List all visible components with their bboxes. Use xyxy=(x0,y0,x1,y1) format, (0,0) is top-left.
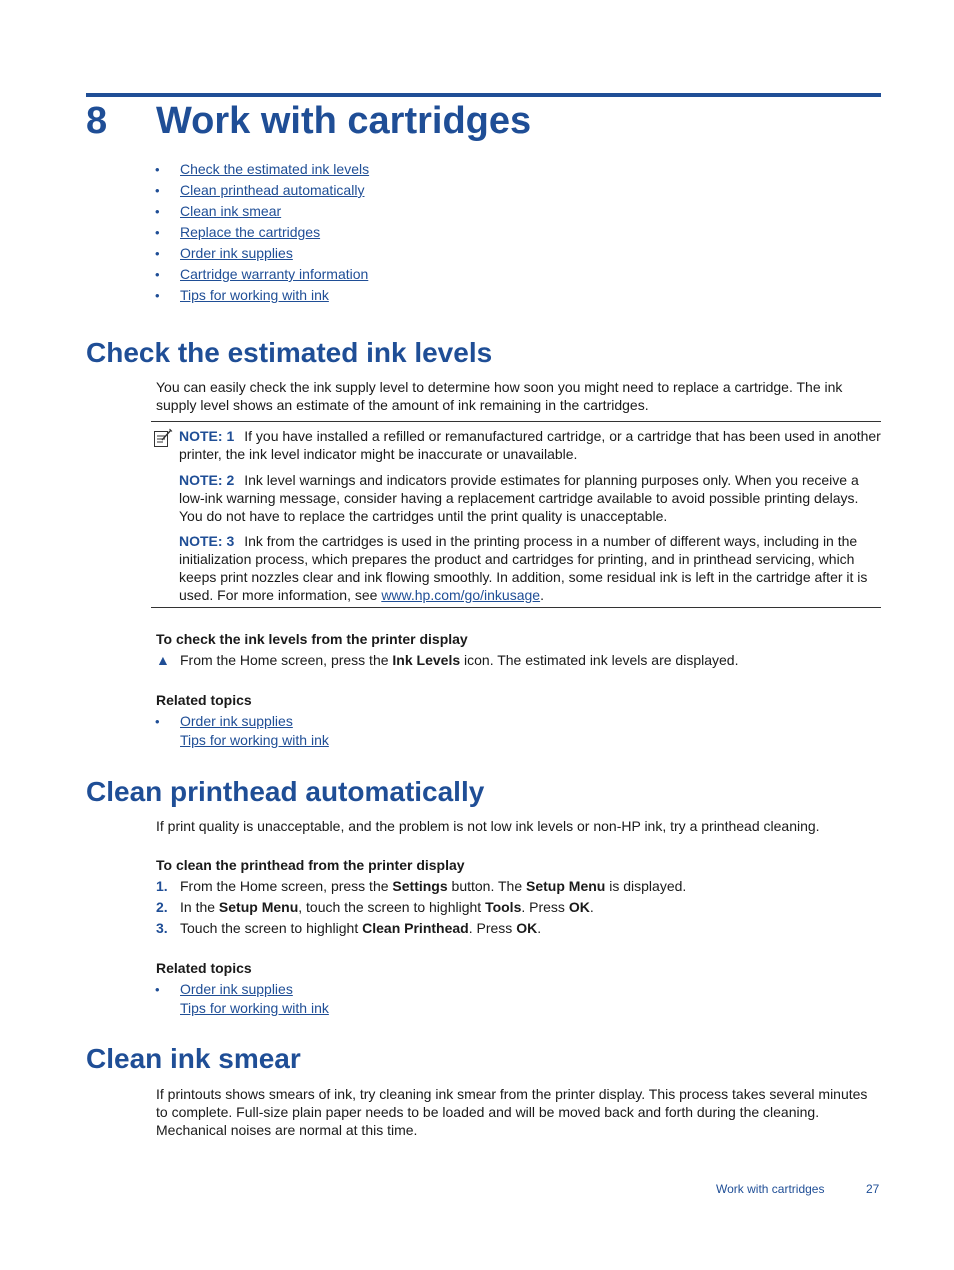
note-label: NOTE: 3 xyxy=(179,533,235,549)
related-item xyxy=(155,999,329,1018)
note-1 xyxy=(179,427,881,463)
bullet-icon: • xyxy=(155,204,160,219)
related-item xyxy=(155,712,329,731)
toc-item xyxy=(155,243,655,264)
step-2 xyxy=(156,897,882,918)
related-link[interactable]: Tips for working with ink xyxy=(180,732,329,748)
step-1 xyxy=(156,876,882,897)
toc-item xyxy=(155,285,655,306)
clean-printhead-intro: If print quality is unacceptable, and the problem is not low ink levels or non-HP ink, try a printhead cleaning. xyxy=(156,818,820,834)
note-label: NOTE: 2 xyxy=(179,472,235,488)
section-heading-ink-levels: Check the estimated ink levels xyxy=(86,337,493,368)
step-text: In the Setup Menu, touch the screen to highlight Tools. Press OK. xyxy=(180,899,594,915)
note-text: Ink from the cartridges is used in the printing process in a number of different ways, including in the initialization process, which prepares the product and cartridges for printing, and in printhead servicing, which keeps print nozzles clear and ink flowing smoothly. In addition, some residual ink is left in the cartridge after it is used. For more information, see xyxy=(179,533,868,603)
related-topics-heading: Related topics xyxy=(156,692,252,708)
chapter-number: 8 xyxy=(86,100,108,142)
step-text: From the Home screen, press the Settings button. The Setup Menu is displayed. xyxy=(180,878,687,894)
chapter-title: Work with cartridges xyxy=(156,100,532,142)
note-bottom-rule xyxy=(151,607,881,608)
section-heading-clean-ink-smear: Clean ink smear xyxy=(86,1043,301,1074)
bullet-icon: • xyxy=(155,267,160,282)
section-heading-clean-printhead: Clean printhead automatically xyxy=(86,776,485,807)
toc-link[interactable]: Order ink supplies xyxy=(180,245,293,261)
step-text: From the Home screen, press the Ink Levels icon. The estimated ink levels are displayed. xyxy=(180,652,739,668)
inkusage-link[interactable]: www.hp.com/go/inkusage xyxy=(381,587,541,603)
chapter-top-rule xyxy=(86,93,881,97)
procedure-heading: To clean the printhead from the printer display xyxy=(156,857,465,873)
procedure-heading: To check the ink levels from the printer display xyxy=(156,631,468,647)
note-top-rule xyxy=(151,421,881,422)
toc-item xyxy=(155,264,655,285)
related-link[interactable]: Tips for working with ink xyxy=(180,1000,329,1016)
toc-item xyxy=(155,159,655,180)
toc-link[interactable]: Cartridge warranty information xyxy=(180,266,369,282)
note-label: NOTE: 1 xyxy=(179,428,235,444)
procedure-step xyxy=(156,650,882,671)
bullet-icon: • xyxy=(155,225,160,240)
triangle-icon: ▲ xyxy=(156,652,170,668)
note-text: Ink level warnings and indicators provide estimates for planning purposes only. When you receive a low-ink warning message, consider having a replacement cartridge available to avoid possible printing delays. You do not have to replace the cartridges until the print quality is unacceptable. xyxy=(179,472,859,524)
note-text: If you have installed a refilled or remanufactured cartridge, or a cartridge that has been used in another printer, the ink level indicator might be inaccurate or unavailable. xyxy=(179,428,881,462)
step-text: Touch the screen to highlight Clean Printhead. Press OK. xyxy=(180,920,542,936)
toc-link[interactable]: Check the estimated ink levels xyxy=(180,161,370,177)
note-3 xyxy=(179,532,881,604)
related-link[interactable]: Order ink supplies xyxy=(180,713,293,729)
bullet-icon: • xyxy=(155,162,160,177)
clean-ink-smear-intro: If printouts shows smears of ink, try cleaning ink smear from the printer display. This process takes several minutes to complete. Full-size plain paper needs to be loaded and will be moved back and forth during the cleaning. Mechanical noises are normal at this time. xyxy=(156,1086,868,1138)
toc-item xyxy=(155,201,655,222)
footer-section-title: Work with cartridges xyxy=(716,1182,825,1196)
note-icon xyxy=(153,428,173,448)
toc-link[interactable]: Clean ink smear xyxy=(180,203,282,219)
toc-link[interactable]: Tips for working with ink xyxy=(180,287,329,303)
toc-item xyxy=(155,222,655,243)
note-2 xyxy=(179,471,881,525)
chapter-toc xyxy=(155,159,655,306)
bullet-icon: • xyxy=(155,246,160,261)
related-link[interactable]: Order ink supplies xyxy=(180,981,293,997)
related-topics-list xyxy=(155,980,329,1018)
bullet-icon: • xyxy=(155,288,160,303)
toc-link[interactable]: Replace the cartridges xyxy=(180,224,321,240)
bullet-icon: • xyxy=(155,183,160,198)
ink-levels-intro: You can easily check the ink supply level to determine how soon you might need to replace a cartridge. The ink supply level shows an estimate of the amount of ink remaining in the cartridges. xyxy=(156,379,843,413)
step-number: 1. xyxy=(156,878,168,894)
bullet-icon: • xyxy=(155,982,160,997)
related-topics-list xyxy=(155,712,329,750)
bullet-icon: • xyxy=(155,714,160,729)
related-item xyxy=(155,980,329,999)
step-3 xyxy=(156,918,882,939)
toc-item xyxy=(155,180,655,201)
related-topics-heading: Related topics xyxy=(156,960,252,976)
step-number: 2. xyxy=(156,899,168,915)
related-item xyxy=(155,731,329,750)
note-text-end: . xyxy=(540,587,544,603)
step-number: 3. xyxy=(156,920,168,936)
page-number: 27 xyxy=(866,1182,880,1196)
toc-link[interactable]: Clean printhead automatically xyxy=(180,182,365,198)
